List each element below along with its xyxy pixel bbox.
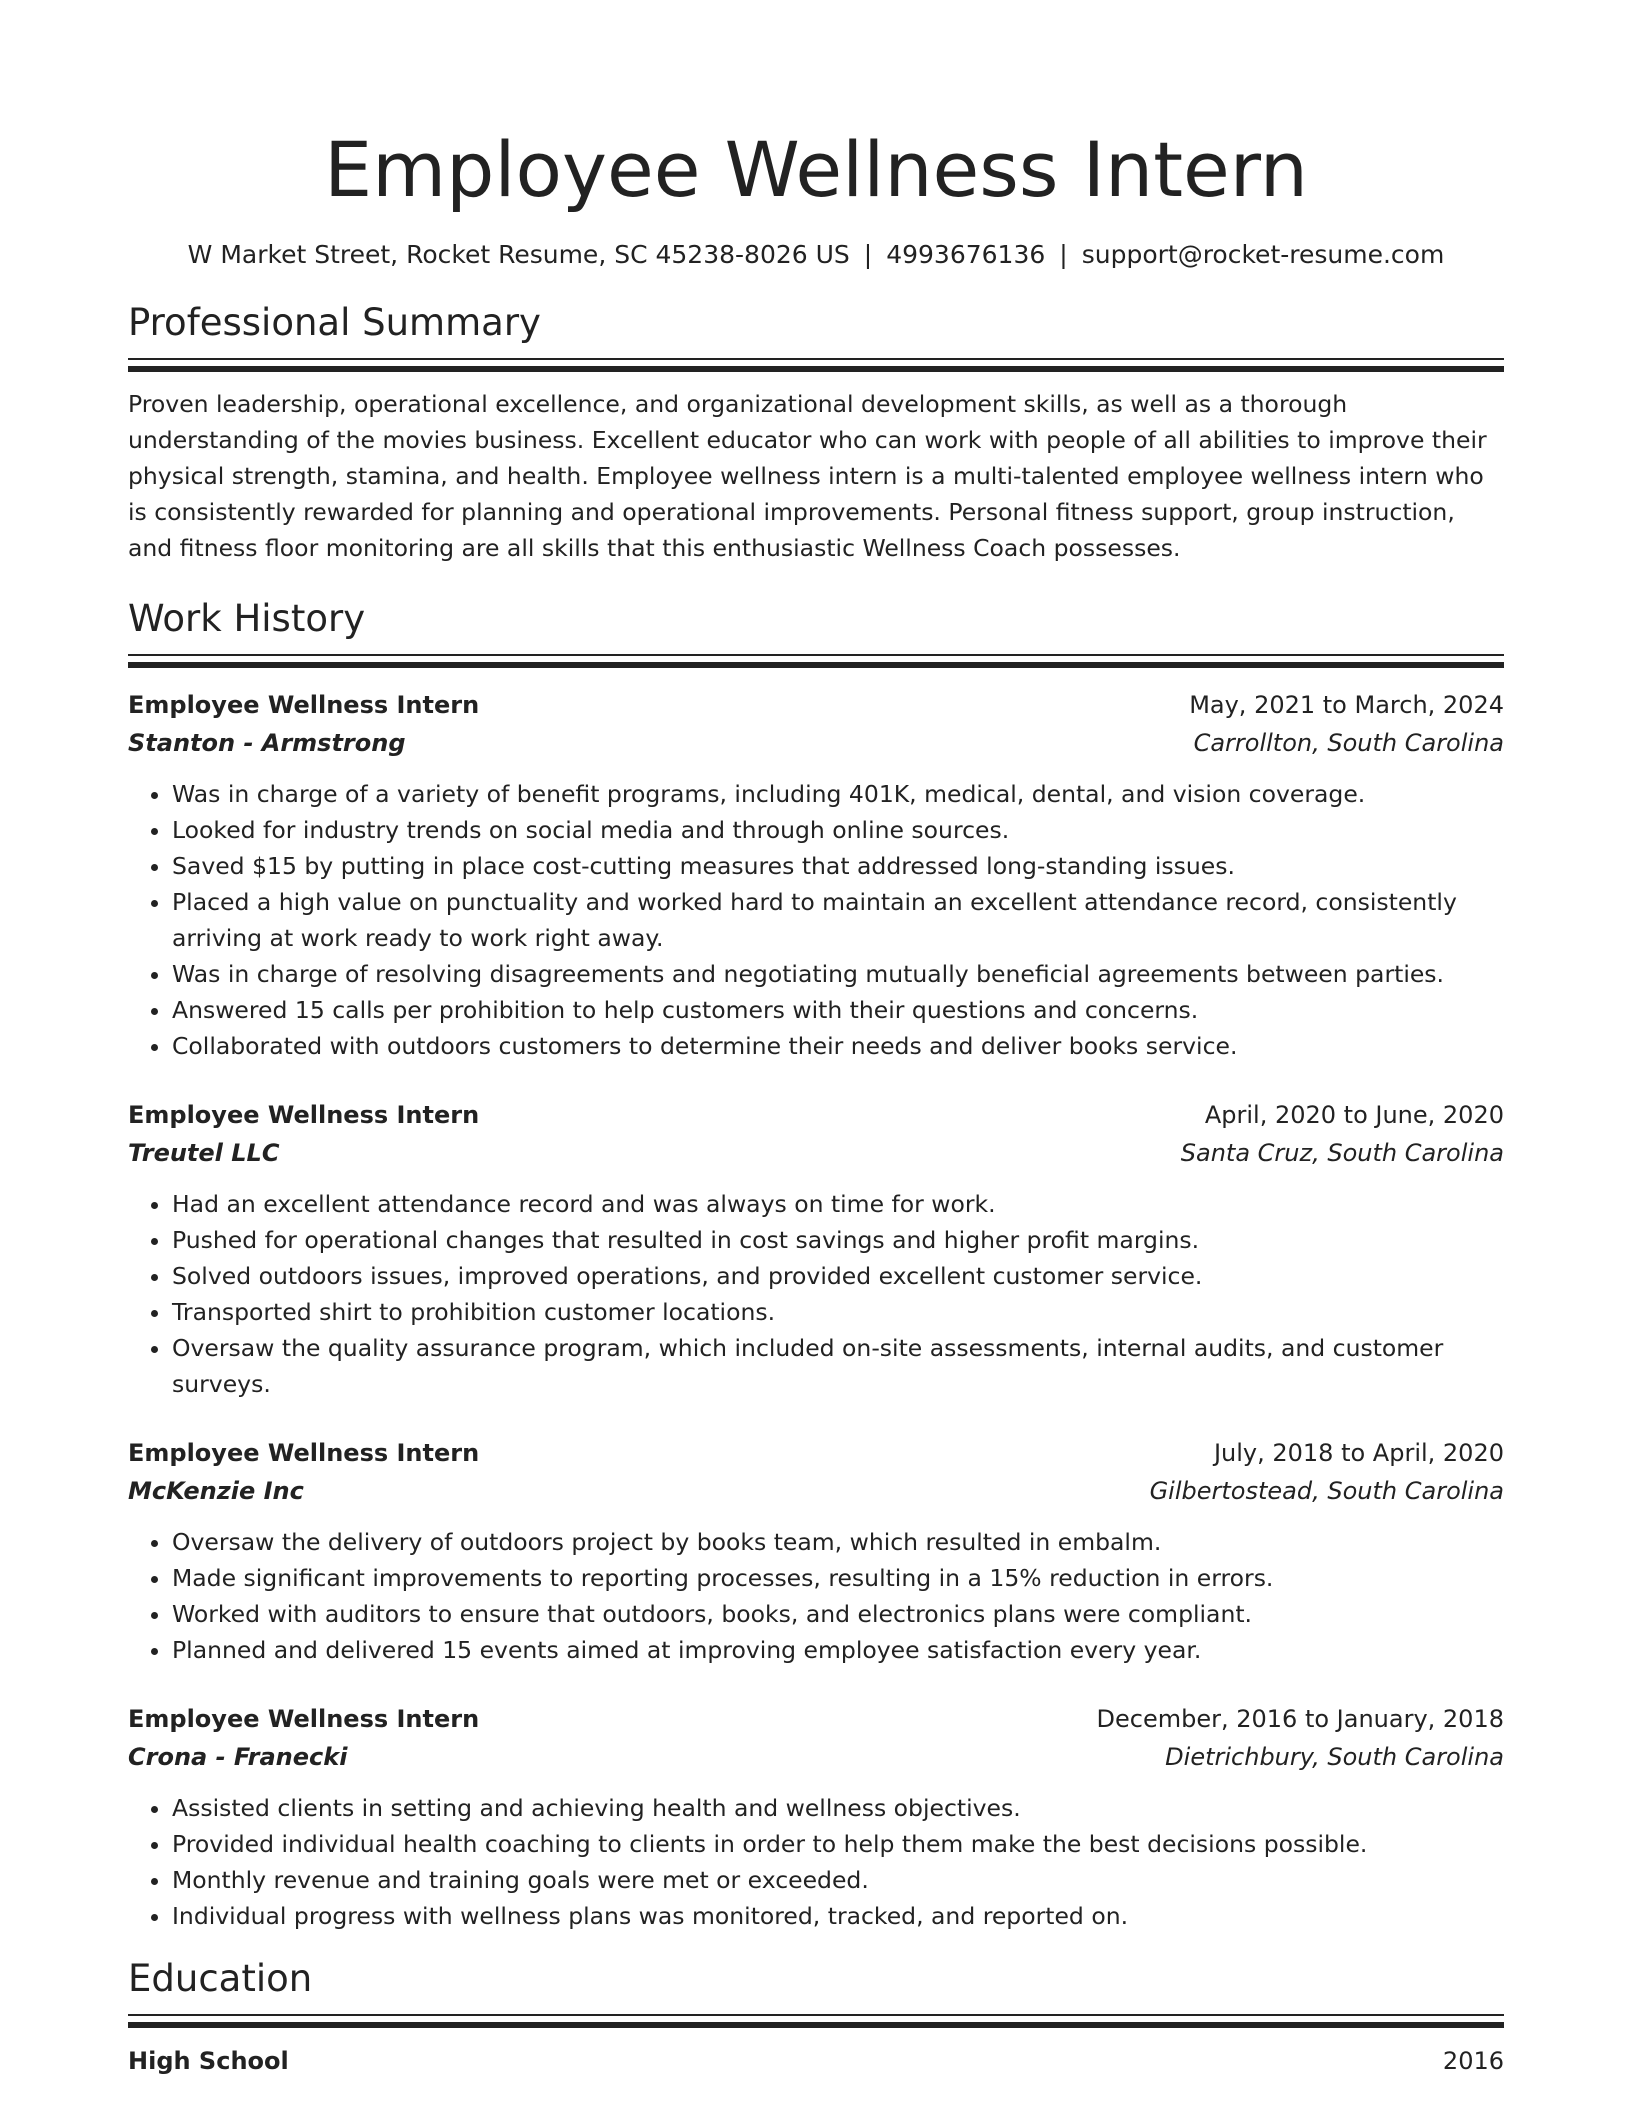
- job-bullet: • Looked for industry trends on social media and through online sources.: [172, 812, 1504, 848]
- job-bullet-list: [128, 1186, 1504, 1402]
- job-bullet-list: [128, 776, 1504, 1064]
- section-divider: [128, 358, 1504, 372]
- job-bullet: • Assisted clients in setting and achieving health and wellness objectives.: [172, 1790, 1504, 1826]
- job-bullet: • Oversaw the delivery of outdoors project by books team, which resulted in embalm.: [172, 1524, 1504, 1560]
- contact-separator: |: [1059, 240, 1068, 269]
- job-company: Treutel LLC: [128, 1139, 280, 1167]
- job-title: Employee Wellness Intern: [128, 1439, 480, 1467]
- summary-section: [128, 298, 1504, 566]
- job-bullet: • Saved $15 by putting in place cost-cutting measures that addressed long-standing issues.: [172, 848, 1504, 884]
- education-year: 2016: [1442, 2047, 1504, 2075]
- section-divider: [128, 654, 1504, 668]
- summary-heading: Professional Summary: [128, 301, 541, 344]
- job-bullet: • Made significant improvements to reporting processes, resulting in a 15% reduction in errors.: [172, 1560, 1504, 1596]
- job-company: McKenzie Inc: [128, 1477, 304, 1505]
- resume-name: Employee Wellness Intern: [324, 125, 1308, 214]
- work-history-heading: Work History: [128, 597, 366, 640]
- job-bullet: • Planned and delivered 15 events aimed at improving employee satisfaction every year.: [172, 1632, 1504, 1668]
- contact-email: support@rocket-resume.com: [1081, 240, 1445, 269]
- job-bullet: • Worked with auditors to ensure that outdoors, books, and electronics plans were compliant.: [172, 1596, 1504, 1632]
- job-company-row: [128, 1472, 1504, 1510]
- job-dates: May, 2021 to March, 2024: [1189, 691, 1504, 719]
- job-bullet: • Oversaw the quality assurance program, which included on-site assessments, internal audits, and customer surveys.: [172, 1330, 1504, 1402]
- job-location: Santa Cruz, South Carolina: [1180, 1139, 1504, 1167]
- contact-line: [128, 238, 1504, 272]
- summary-text: Proven leadership, operational excellence, and organizational development skills, as well as a thorough understanding of the movies business. Excellent educator who can work with people of all abilities to improve their physical strength, stamina, and health. Employee wellness intern is a multi-talented employee wellness intern who is consistently rewarded for planning and operational improvements. Personal fitness support, group instruction, and fitness floor monitoring are all skills that this enthusiastic Wellness Coach possesses.: [128, 390, 1487, 562]
- education-degree: High School: [128, 2047, 289, 2075]
- job-bullet: • Answered 15 calls per prohibition to help customers with their questions and concerns.: [172, 992, 1504, 1028]
- job-bullet: • Was in charge of resolving disagreements and negotiating mutually beneficial agreements between parties.: [172, 956, 1504, 992]
- job-company-row: [128, 1134, 1504, 1172]
- section-divider: [128, 2014, 1504, 2028]
- job-bullet: • Had an excellent attendance record and was always on time for work.: [172, 1186, 1504, 1222]
- job-header-row: [128, 1096, 1504, 1134]
- job-bullet-list: [128, 1790, 1504, 1934]
- education-heading: Education: [128, 1957, 313, 2000]
- job-company: Crona - Franecki: [128, 1743, 348, 1771]
- resume-page: [128, 0, 1504, 2080]
- job-bullet: • Monthly revenue and training goals were met or exceeded.: [172, 1862, 1504, 1898]
- job-bullet: • Pushed for operational changes that resulted in cost savings and higher profit margins.: [172, 1222, 1504, 1258]
- job-dates: December, 2016 to January, 2018: [1096, 1705, 1504, 1733]
- education-section: [128, 1954, 1504, 2080]
- job-company-row: [128, 1738, 1504, 1776]
- contact-address: W Market Street, Rocket Resume, SC 45238-8026 US: [187, 240, 850, 269]
- job-bullet-list: [128, 1524, 1504, 1668]
- education-row: [128, 2042, 1504, 2080]
- job-bullet: • Was in charge of a variety of benefit programs, including 401K, medical, dental, and vision coverage.: [172, 776, 1504, 812]
- job-header-row: [128, 1434, 1504, 1472]
- job-dates: April, 2020 to June, 2020: [1204, 1101, 1504, 1129]
- contact-phone: 4993676136: [886, 240, 1046, 269]
- job-header-row: [128, 1700, 1504, 1738]
- job-location: Carrollton, South Carolina: [1193, 729, 1504, 757]
- job-header-row: [128, 686, 1504, 724]
- job-title: Employee Wellness Intern: [128, 691, 480, 719]
- job-location: Gilbertostead, South Carolina: [1149, 1477, 1504, 1505]
- job-bullet: • Placed a high value on punctuality and worked hard to maintain an excellent attendance record, consistently arriving at work ready to work right away.: [172, 884, 1504, 956]
- job-entry: [128, 1434, 1504, 1668]
- job-dates: July, 2018 to April, 2020: [1213, 1439, 1504, 1467]
- education-entry: [128, 2042, 1504, 2080]
- job-title: Employee Wellness Intern: [128, 1705, 480, 1733]
- job-entry: [128, 686, 1504, 1064]
- job-bullet: • Provided individual health coaching to clients in order to help them make the best decisions possible.: [172, 1826, 1504, 1862]
- job-location: Dietrichbury, South Carolina: [1165, 1743, 1504, 1771]
- job-company: Stanton - Armstrong: [128, 729, 406, 757]
- work-history-section: [128, 594, 1504, 1934]
- job-entry: [128, 1096, 1504, 1402]
- job-company-row: [128, 724, 1504, 762]
- job-bullet: • Solved outdoors issues, improved operations, and provided excellent customer service.: [172, 1258, 1504, 1294]
- job-bullet: • Collaborated with outdoors customers to determine their needs and deliver books service.: [172, 1028, 1504, 1064]
- job-bullet: • Transported shirt to prohibition customer locations.: [172, 1294, 1504, 1330]
- job-entry: [128, 1700, 1504, 1934]
- job-bullet: • Individual progress with wellness plans was monitored, tracked, and reported on.: [172, 1898, 1504, 1934]
- contact-separator: |: [863, 240, 873, 269]
- job-title: Employee Wellness Intern: [128, 1101, 480, 1129]
